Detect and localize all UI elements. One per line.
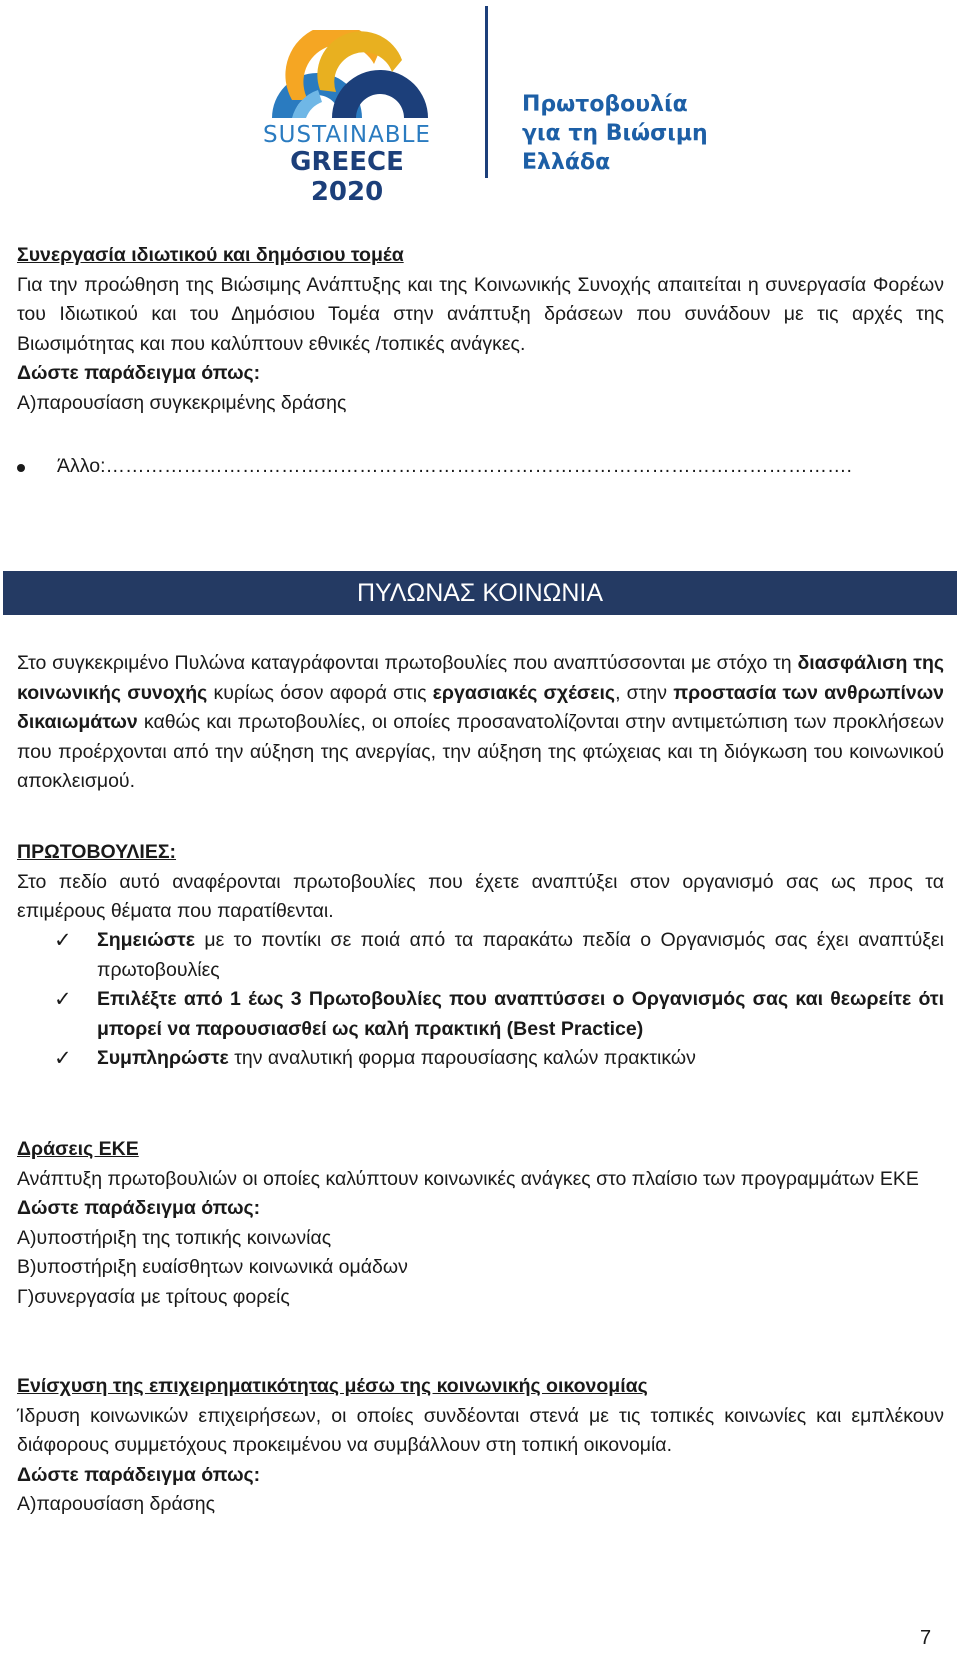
section-body: Ανάπτυξη πρωτοβουλιών οι οποίες καλύπτουν κοινωνικές ανάγκες στο πλαίσιο των προγραμμάτων ΕΚΕ <box>17 1167 919 1190</box>
example-label: Δώστε παράδειγμα όπως: <box>17 1463 261 1486</box>
initiatives-heading: ΠΡΩΤΟΒΟΥΛΙΕΣ: <box>17 841 177 863</box>
section-csr-actions <box>17 1135 944 1312</box>
intro-text: κυρίως όσον αφορά στις <box>207 681 433 704</box>
section-heading: Ενίσχυση της επιχειρηματικότητας μέσω της κοινωνικής οικονομίας <box>17 1375 648 1397</box>
checkmark-icon: ✓ <box>54 987 72 1011</box>
instruction-item <box>17 926 944 985</box>
bullet-icon <box>17 464 25 472</box>
example-item: Α)παρουσίαση συγκεκριμένης δράσης <box>17 391 347 414</box>
logo-divider <box>485 6 488 178</box>
sustainable-greece-logo <box>256 4 716 207</box>
intro-text: Στο συγκεκριμένο Πυλώνα καταγράφονται πρωτοβουλίες που αναπτύσσονται με στόχο τη <box>17 652 792 674</box>
instruction-item <box>17 1044 944 1074</box>
logo-tagline-line: για τη Βιώσιμη <box>522 121 708 146</box>
section-body: Ίδρυση κοινωνικών επιχειρήσεων, οι οποίες συνδέονται στενά με τις τοπικές κοινωνίες και εμπλέκουν διάφορους συμμετόχους προκειμένου να συμβάλλουν στη τοπική οικονομία. <box>17 1404 944 1456</box>
section-body: Για την προώθηση της Βιώσιμης Ανάπτυξης και της Κοινωνικής Συνοχής απαιτείται η συνεργασία Φορέων του Ιδιωτικού και του Δημόσιου Τομέα στην ανάπτυξη δράσεων που συνάδουν με τις αρχές της Βιωσιμότητας και που καλύπτουν εθνικές /τοπικές ανάγκες. <box>17 273 944 355</box>
example-item: Α)παρουσίαση δράσης <box>17 1493 215 1515</box>
pillar-banner: ΠΥΛΩΝΑΣ ΚΟΙΝΩΝΙΑ <box>3 571 957 615</box>
example-label: Δώστε παράδειγμα όπως: <box>17 362 261 384</box>
instruction-text: με το ποντίκι σε ποιά από τα παρακάτω πεδία ο Οργανισμός σας έχει αναπτύξει πρωτοβουλίες <box>97 929 944 981</box>
instructions-list <box>17 926 944 1074</box>
example-item: Γ)συνεργασία με τρίτους φορείς <box>17 1285 290 1308</box>
initiatives-body: Στο πεδίο αυτό αναφέρονται πρωτοβουλίες που έχετε αναπτύξει στον οργανισμό σας ως προς τα επιμέρους θέματα που παρατίθενται. <box>17 870 944 922</box>
instruction-item <box>17 985 944 1044</box>
intro-text: , στην <box>615 681 674 704</box>
instruction-bold: Σημειώστε <box>97 929 195 951</box>
initiatives-section <box>17 838 944 927</box>
logo-arcs-icon <box>262 30 430 120</box>
example-item: Β)υποστήριξη ευαίσθητων κοινωνικά ομάδων <box>17 1256 408 1278</box>
logo-tagline <box>522 90 722 177</box>
section-public-private <box>17 241 944 418</box>
section-social-economy <box>17 1372 944 1520</box>
intro-bold: εργασιακές σχέσεις <box>432 681 616 704</box>
logo-tagline-line: Πρωτοβουλία <box>522 92 688 117</box>
logo-brand-line2: GREECE 2020 <box>290 147 404 207</box>
instruction-bold: Συμπληρώστε <box>97 1047 229 1069</box>
example-item: Α)υποστήριξη της τοπικής κοινωνίας <box>17 1226 332 1249</box>
pillar-intro <box>17 649 944 797</box>
intro-text: καθώς και πρωτοβουλίες, οι οποίες προσανατολίζονται στην αντιμετώπιση των προκλήσεων που προέρχονται από την αύξηση της ανεργίας, την αύξηση της φτώχειας και τη διόγκωση του κοινωνικού αποκλεισμού. <box>17 711 944 792</box>
logo-tagline-line: Ελλάδα <box>522 150 611 175</box>
intro-bold: προστασία των ανθρωπίνων δικαιωμάτων <box>17 681 945 733</box>
section-heading: Δράσεις ΕΚΕ <box>17 1138 139 1160</box>
instruction-bold: Επιλέξτε από 1 έως 3 Πρωτοβουλίες που αναπτύσσει ο Οργανισμός σας και θεωρείτε ότι μπορεί να παρουσιασθεί ως καλή πρακτική (Best Practice) <box>97 988 944 1040</box>
page-number: 7 <box>920 1627 932 1649</box>
checkmark-icon: ✓ <box>54 928 72 952</box>
section-heading: Συνεργασία ιδιωτικού και δημόσιου τομέα <box>17 244 404 266</box>
intro-bold: διασφάλιση της κοινωνικής συνοχής <box>17 652 944 704</box>
checkmark-icon: ✓ <box>54 1046 72 1070</box>
other-field-label: Άλλο:……………………………………………………………………………………………………. <box>57 455 852 477</box>
example-label: Δώστε παράδειγμα όπως: <box>17 1197 261 1219</box>
instruction-text: την αναλυτική φορμα παρουσίασης καλών πρακτικών <box>228 1047 696 1069</box>
logo-brand-line1: SUSTAINABLE <box>263 122 431 148</box>
